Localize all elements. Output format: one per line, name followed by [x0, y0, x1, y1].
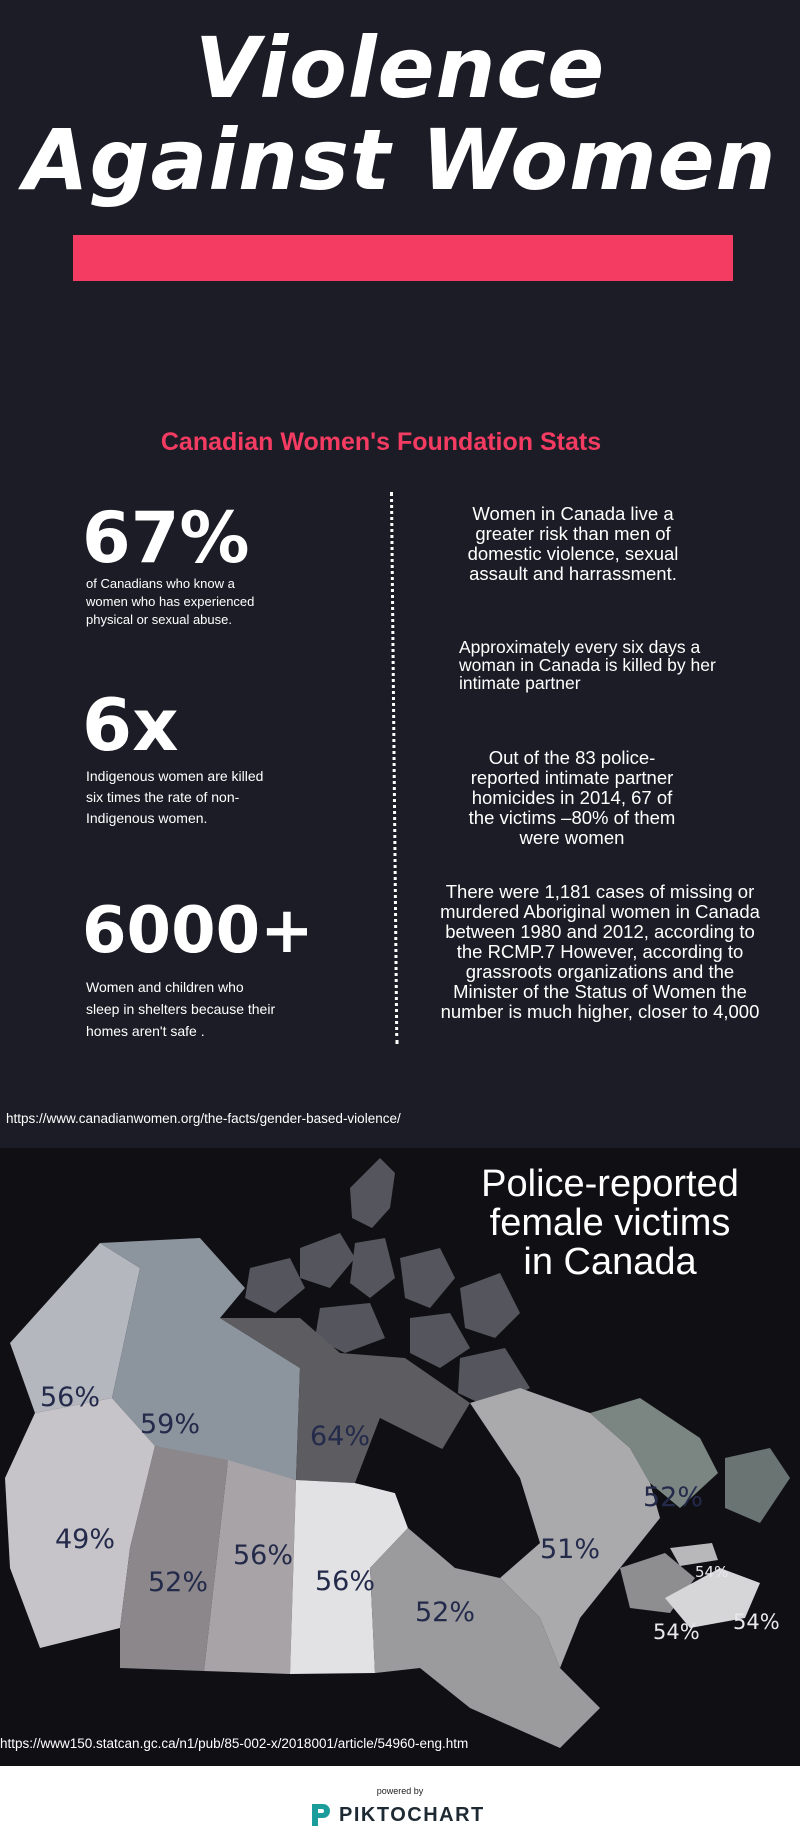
stat-description-3: Women and children who sleep in shelters because their homes aren't safe . [86, 979, 276, 1039]
pct-label-quebec: 51% [540, 1534, 601, 1565]
pct-label-new-brunswick: 54% [653, 1620, 700, 1644]
footer [0, 1766, 800, 1848]
pct-label-nunavut: 64% [310, 1421, 371, 1452]
stat-description-2: Indigenous women are killed six times the rate of non-Indigenous women. [86, 768, 264, 826]
pct-label-manitoba: 56% [315, 1566, 376, 1597]
map-title-line-2: female victims [489, 1202, 731, 1244]
pct-label-alberta: 52% [148, 1567, 209, 1598]
source-link-1[interactable]: https://www.canadianwomen.org/the-facts/gender-based-violence/ [6, 1111, 401, 1126]
pct-label-northwest-territories: 59% [140, 1409, 201, 1440]
pct-label-ontario: 52% [415, 1597, 476, 1628]
section-heading: Canadian Women's Foundation Stats [160, 428, 602, 456]
piktochart-logo[interactable] [309, 1802, 485, 1828]
stat-value-1: 67% [82, 497, 250, 579]
fact-3: Out of the 83 police-reported intimate partner homicides in 2014, 67 of the victims –80% of them were women [468, 747, 676, 848]
pct-label-pei: 54% [695, 1563, 729, 1581]
fact-1: Women in Canada live a greater risk than men of domestic violence, sexual assault and harrassment. [467, 503, 679, 584]
dotted-divider [390, 492, 398, 1044]
stat-value-2: 6x [82, 683, 179, 767]
accent-bar [73, 235, 733, 281]
map-title-line-1: Police-reported [481, 1163, 739, 1205]
stat-value-3: 6000+ [82, 894, 314, 968]
powered-by-label: powered by [376, 1786, 424, 1796]
title-line-2: Against Women [23, 111, 777, 209]
piktochart-wordmark: PIKTOCHART [339, 1803, 485, 1826]
map-section [0, 1148, 800, 1766]
map-title-line-3: in Canada [523, 1241, 697, 1283]
pct-label-saskatchewan: 56% [233, 1540, 294, 1571]
pct-label-nova-scotia: 54% [733, 1610, 780, 1634]
piktochart-icon [309, 1802, 331, 1828]
stat-description-1: of Canadians who know a women who has experienced physical or sexual abuse. [86, 576, 255, 627]
pct-label-british-columbia: 49% [55, 1524, 116, 1555]
pct-label-yukon: 56% [40, 1382, 101, 1413]
source-link-2[interactable]: https://www150.statcan.gc.ca/n1/pub/85-002-x/2018001/article/54960-eng.htm [0, 1736, 469, 1751]
title-line-1: Violence [194, 19, 606, 117]
region-newfoundland-island [725, 1448, 790, 1523]
fact-2: Approximately every six days a woman in Canada is killed by her intimate partner [459, 637, 716, 693]
pct-label-newfoundland-labrador: 52% [643, 1482, 704, 1513]
fact-4: There were 1,181 cases of missing or murdered Aboriginal women in Canada between 1980 and 2012, according to the RCMP.7 However, according to grassroots organizations and the Minister of the Status of Women the number is much higher, closer to 4,000 [440, 881, 760, 1022]
